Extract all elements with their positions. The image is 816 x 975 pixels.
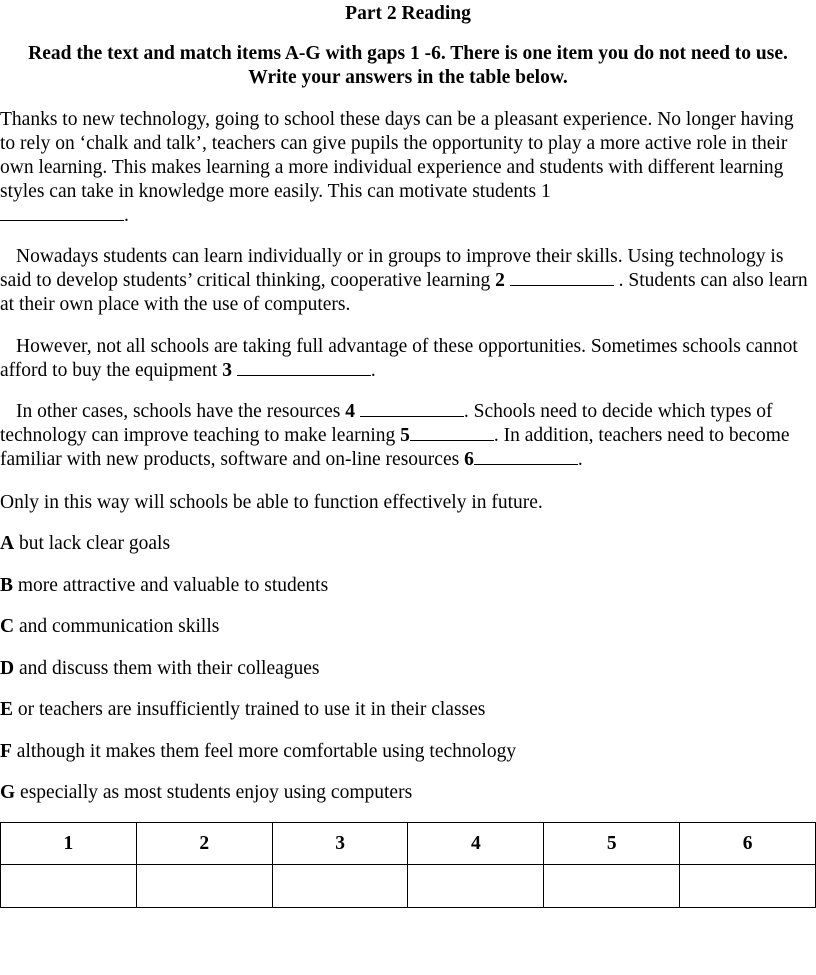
answer-header-1: 1 (1, 823, 137, 865)
answer-table-header-row (1, 823, 816, 865)
option-e-text: or teachers are insufficiently trained to use it in their classes (13, 699, 486, 720)
option-a (0, 532, 808, 574)
option-f-letter: F (0, 740, 12, 762)
paragraph-4-text: In other cases, schools have the resources (16, 401, 346, 422)
option-g-letter: G (0, 782, 16, 803)
gap-5-blank (410, 424, 494, 441)
page-title: Part 2 Reading (345, 3, 471, 24)
option-b-text: more attractive and valuable to students (13, 574, 329, 596)
paragraph-4-mid: . Schools need to decide which types of technology can improve teaching to make learning (0, 401, 773, 446)
paragraph-4 (0, 400, 808, 472)
answer-table-answer-row (1, 865, 816, 908)
answer-cell-2[interactable] (136, 865, 272, 908)
paragraph-4-mid2: . In addition, teachers need to become familiar with new products, software and on-line resources (0, 425, 790, 470)
paragraph-1-text: Thanks to new technology, going to school these days can be a pleasant experience. No longer having to rely on ‘chalk and talk’, teachers can give pupils the opportunity to play a more active role in their own learning. This makes learning a more individual experience and students with different learning styles can take in knowledge more easily. This can motivate students (0, 109, 794, 202)
option-d (0, 657, 808, 699)
gap-3-end: . (370, 360, 376, 381)
option-e (0, 698, 808, 740)
option-d-text: and discuss them with their colleagues (14, 657, 320, 679)
answer-cell-1[interactable] (1, 865, 137, 908)
answer-cell-3[interactable] (272, 865, 408, 908)
answer-header-3: 3 (272, 823, 408, 865)
gap-6-number: 6 (464, 449, 474, 470)
option-f-text: although it makes them feel more comfortable using technology (11, 740, 517, 762)
answer-cell-6[interactable] (680, 865, 816, 908)
option-c-text: and communication skills (14, 616, 220, 637)
answer-cell-4[interactable] (408, 865, 544, 908)
gap-1-end: . (124, 205, 129, 226)
option-b-letter: B (0, 574, 14, 596)
option-g (0, 781, 808, 823)
gap-3-blank (237, 359, 371, 376)
answer-table (0, 822, 816, 908)
answer-header-4: 4 (408, 823, 544, 865)
option-a-letter: A (0, 533, 15, 554)
option-g-text: especially as most students enjoy using computers (15, 782, 413, 803)
gap-1-number: 1 (541, 181, 551, 202)
gap-3-number: 3 (222, 360, 232, 381)
option-a-text: but lack clear goals (14, 533, 171, 554)
option-c-letter: C (0, 616, 15, 637)
gap-2-blank (510, 269, 614, 286)
paragraph-5: Only in this way will schools be able to function effectively in future. (0, 492, 543, 513)
answer-header-2: 2 (136, 823, 272, 865)
option-d-letter: D (0, 657, 15, 679)
option-f (0, 740, 808, 782)
gap-1-blank (0, 204, 124, 221)
answer-header-5: 5 (544, 823, 680, 865)
gap-4-number: 4 (345, 401, 355, 422)
option-e-letter: E (0, 699, 14, 720)
option-b (0, 574, 808, 616)
option-c (0, 615, 808, 657)
answer-cell-5[interactable] (544, 865, 680, 908)
gap-6-end: . (577, 449, 583, 470)
options-list (0, 532, 808, 823)
gap-5-number: 5 (400, 425, 410, 446)
answer-header-6: 6 (680, 823, 816, 865)
gap-2-number: 2 (495, 270, 505, 291)
task-instructions: Read the text and match items A-G with gaps 1 -6. There is one item you do not need to use. Write your answers in the table below. (28, 43, 788, 88)
paragraph-2 (0, 245, 808, 317)
paragraph-1 (0, 108, 808, 228)
paragraph-2-text: Nowadays students can learn individually or in groups to improve their skills. Using technology is said to develop students’ critical thinking, cooperative learning (0, 246, 784, 291)
paragraph-3-text: However, not all schools are taking full advantage of these opportunities. Sometimes schools cannot afford to buy the equipment (0, 336, 798, 381)
gap-6-blank (474, 448, 578, 465)
paragraph-2-end: . Students can also learn at their own place with the use of computers. (0, 270, 808, 315)
paragraph-3 (0, 335, 808, 383)
gap-4-blank (360, 400, 464, 417)
